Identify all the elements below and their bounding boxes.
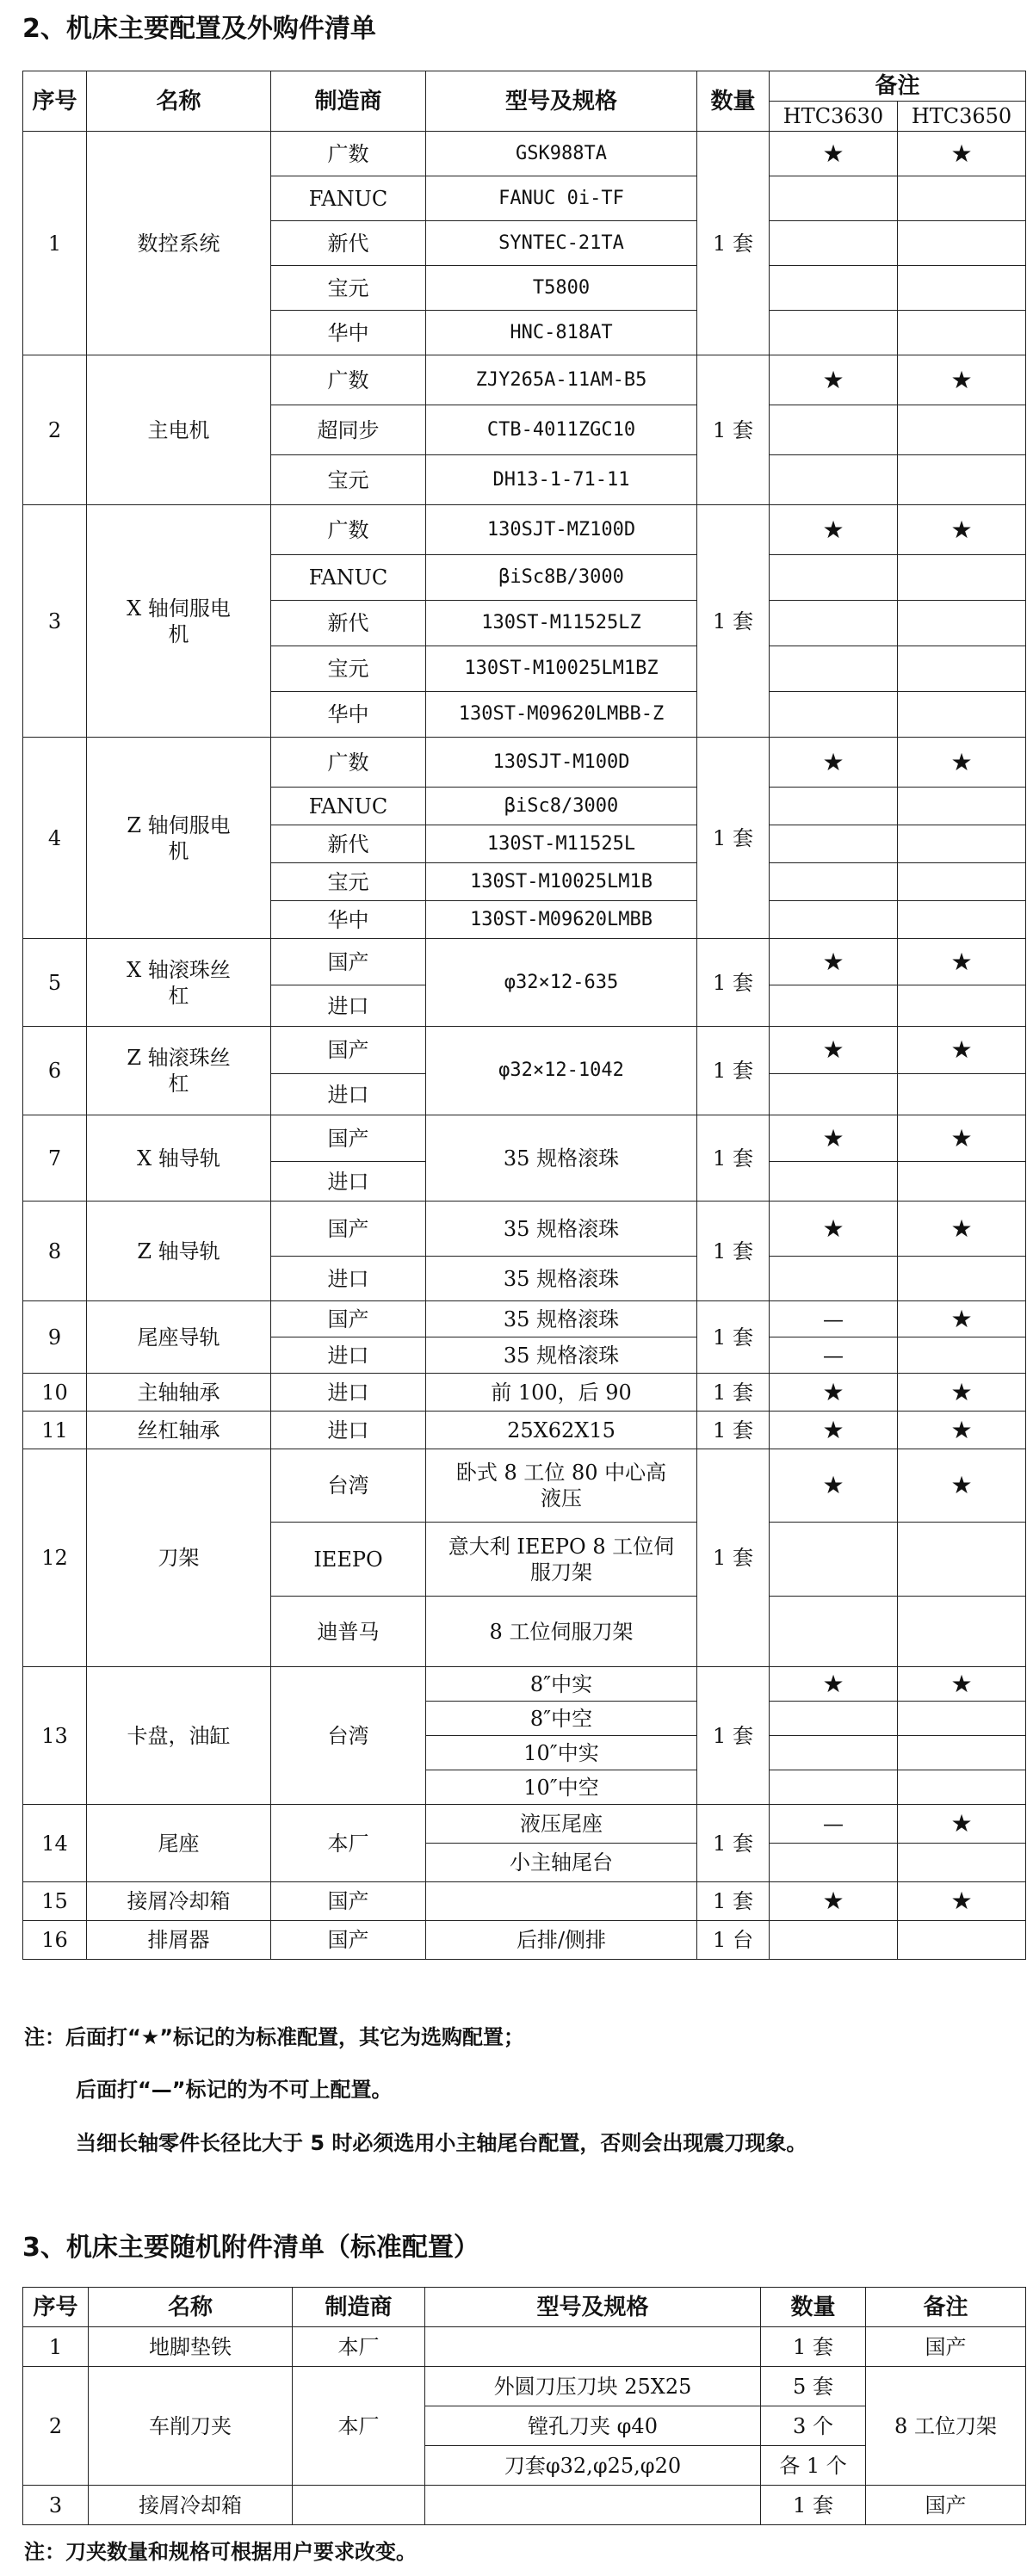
- note-line-1: 注：后面打“★”标记的为标准配置，其它为选购配置；: [24, 2025, 525, 2049]
- maker-cell: 华中: [271, 311, 426, 355]
- model-cell: 10″中实: [426, 1736, 697, 1770]
- maker-cell: 新代: [271, 825, 426, 863]
- remark-cell: [770, 311, 898, 355]
- maker-cell: 宝元: [271, 646, 426, 692]
- remark-cell: [770, 555, 898, 601]
- remark-cell: [898, 1257, 1026, 1301]
- maker-cell: 进口: [271, 985, 426, 1027]
- row2-no: 2: [23, 355, 87, 505]
- maker-cell: 本厂: [271, 1805, 426, 1882]
- remark-cell: [898, 1736, 1026, 1770]
- star-mark: ★: [770, 355, 898, 405]
- remark-cell: [898, 901, 1026, 939]
- model-cell: 35 规格滚珠: [426, 1202, 697, 1257]
- star-mark: ★: [898, 1667, 1026, 1702]
- row3-name: X 轴伺服电机: [87, 505, 271, 738]
- row3-qty: 1 套: [697, 505, 770, 738]
- accessory-table: [22, 2287, 1026, 2525]
- header-maker: 制造商: [271, 71, 426, 132]
- row8-name: Z 轴导轨: [87, 1202, 271, 1301]
- model-cell: 35 规格滚珠: [426, 1257, 697, 1301]
- row8-no: 8: [23, 1202, 87, 1301]
- maker-cell: 华中: [271, 692, 426, 738]
- remark-cell: [898, 455, 1026, 505]
- maker-cell: 国产: [271, 1027, 426, 1074]
- star-mark: ★: [770, 505, 898, 555]
- remark-cell: [898, 1162, 1026, 1202]
- row12-name: 刀架: [87, 1449, 271, 1667]
- remark-cell: [770, 455, 898, 505]
- row6-name: Z 轴滚珠丝杠: [87, 1027, 271, 1115]
- row12-qty: 1 套: [697, 1449, 770, 1667]
- maker-cell: 国产: [271, 1202, 426, 1257]
- maker-cell: FANUC: [271, 788, 426, 825]
- star-mark: ★: [770, 1115, 898, 1162]
- remark-cell: [770, 176, 898, 221]
- acc-row1-remark: 国产: [866, 2327, 1026, 2367]
- remark-cell: [770, 825, 898, 863]
- section3-title: 3、机床主要随机附件清单（标准配置）: [22, 2233, 479, 2263]
- star-mark: ★: [770, 1027, 898, 1074]
- star-mark: ★: [898, 355, 1026, 405]
- row8-qty: 1 套: [697, 1202, 770, 1301]
- row16-name: 排屑器: [87, 1921, 271, 1960]
- remark-cell: [898, 266, 1026, 311]
- dash-mark: —: [770, 1301, 898, 1337]
- remark-cell: [898, 1921, 1026, 1960]
- config-table: [22, 71, 1026, 1960]
- maker-cell: 华中: [271, 901, 426, 939]
- acc-header-model: 型号及规格: [425, 2288, 761, 2327]
- model-cell: βiSc8/3000: [426, 788, 697, 825]
- remark-cell: [770, 1921, 898, 1960]
- star-mark: ★: [898, 1449, 1026, 1523]
- acc-qty-cell: 5 套: [761, 2367, 866, 2406]
- star-mark: ★: [770, 1667, 898, 1702]
- row14-name: 尾座: [87, 1805, 271, 1882]
- acc-header-maker: 制造商: [293, 2288, 425, 2327]
- model-cell: 35 规格滚珠: [426, 1115, 697, 1202]
- acc-model-cell: 外圆刀压刀块 25X25: [425, 2367, 761, 2406]
- row12-no: 12: [23, 1449, 87, 1667]
- acc-model-cell: 刀套φ32,φ25,φ20: [425, 2446, 761, 2486]
- remark-cell: [770, 1736, 898, 1770]
- remark-cell: [898, 601, 1026, 646]
- acc-row3-name: 接屑冷却箱: [89, 2486, 293, 2525]
- remark-cell: [770, 601, 898, 646]
- model-cell: HNC-818AT: [426, 311, 697, 355]
- remark-cell: [770, 1162, 898, 1202]
- header-remark: 备注: [770, 71, 1026, 102]
- model-cell: CTB-4011ZGC10: [426, 405, 697, 455]
- remark-cell: [898, 1074, 1026, 1115]
- model-cell: 25X62X15: [426, 1412, 697, 1449]
- acc-row2-maker: 本厂: [293, 2367, 425, 2486]
- row2-qty: 1 套: [697, 355, 770, 505]
- maker-cell: 新代: [271, 221, 426, 266]
- row9-qty: 1 套: [697, 1301, 770, 1374]
- maker-cell: 广数: [271, 505, 426, 555]
- remark-cell: [898, 692, 1026, 738]
- star-mark: ★: [898, 1115, 1026, 1162]
- acc-row3-maker: [293, 2486, 425, 2525]
- row6-no: 6: [23, 1027, 87, 1115]
- acc-row3-no: 3: [23, 2486, 89, 2525]
- model-cell: FANUC 0i-TF: [426, 176, 697, 221]
- model-cell: SYNTEC-21TA: [426, 221, 697, 266]
- remark-cell: [770, 901, 898, 939]
- star-mark: ★: [898, 1882, 1026, 1921]
- acc-row2-name: 车削刀夹: [89, 2367, 293, 2486]
- acc-row3-remark: 国产: [866, 2486, 1026, 2525]
- maker-cell: 宝元: [271, 863, 426, 901]
- model-cell: 35 规格滚珠: [426, 1337, 697, 1374]
- row16-qty: 1 台: [697, 1921, 770, 1960]
- row5-name: X 轴滚珠丝杠: [87, 939, 271, 1027]
- model-cell: 8″中实: [426, 1667, 697, 1702]
- remark-cell: [898, 311, 1026, 355]
- maker-cell: 国产: [271, 1301, 426, 1337]
- star-mark: ★: [898, 1412, 1026, 1449]
- row16-no: 16: [23, 1921, 87, 1960]
- maker-cell: 台湾: [271, 1667, 426, 1805]
- row3-no: 3: [23, 505, 87, 738]
- acc-row2-no: 2: [23, 2367, 89, 2486]
- model-cell: 小主轴尾台: [426, 1844, 697, 1882]
- model-cell: 液压尾座: [426, 1805, 697, 1844]
- model-cell: 130ST-M11525L: [426, 825, 697, 863]
- row6-qty: 1 套: [697, 1027, 770, 1115]
- model-cell: ZJY265A-11AM-B5: [426, 355, 697, 405]
- star-mark: ★: [770, 132, 898, 176]
- model-cell: 130SJT-M100D: [426, 738, 697, 788]
- row1-name: 数控系统: [87, 132, 271, 355]
- row10-name: 主轴轴承: [87, 1374, 271, 1412]
- star-mark: ★: [898, 1202, 1026, 1257]
- remark-cell: [770, 1597, 898, 1667]
- model-cell: φ32×12-635: [426, 939, 697, 1027]
- star-mark: ★: [898, 738, 1026, 788]
- remark-cell: [770, 863, 898, 901]
- maker-cell: IEEPO: [271, 1523, 426, 1597]
- acc-row1-model: [425, 2327, 761, 2367]
- maker-cell: 宝元: [271, 266, 426, 311]
- row15-qty: 1 套: [697, 1882, 770, 1921]
- remark-cell: [898, 176, 1026, 221]
- acc-qty-cell: 各 1 个: [761, 2446, 866, 2486]
- remark-cell: [898, 788, 1026, 825]
- star-mark: ★: [770, 1374, 898, 1412]
- maker-cell: 进口: [271, 1412, 426, 1449]
- row7-qty: 1 套: [697, 1115, 770, 1202]
- model-cell: 10″中空: [426, 1770, 697, 1805]
- header-htc3630: HTC3630: [770, 102, 898, 132]
- remark-cell: [770, 221, 898, 266]
- acc-row1-qty: 1 套: [761, 2327, 866, 2367]
- remark-cell: [898, 825, 1026, 863]
- model-cell: 后排/侧排: [426, 1921, 697, 1960]
- row7-name: X 轴导轨: [87, 1115, 271, 1202]
- model-cell: φ32×12-1042: [426, 1027, 697, 1115]
- acc-row3-model: [425, 2486, 761, 2525]
- remark-cell: [898, 1844, 1026, 1882]
- maker-cell: FANUC: [271, 555, 426, 601]
- row15-name: 接屑冷却箱: [87, 1882, 271, 1921]
- header-no: 序号: [23, 71, 87, 132]
- acc-header-no: 序号: [23, 2288, 89, 2327]
- maker-cell: 广数: [271, 355, 426, 405]
- model-cell: 35 规格滚珠: [426, 1301, 697, 1337]
- model-cell: 前 100，后 90: [426, 1374, 697, 1412]
- acc-model-cell: 镗孔刀夹 φ40: [425, 2406, 761, 2446]
- maker-cell: 新代: [271, 601, 426, 646]
- star-mark: ★: [770, 1202, 898, 1257]
- maker-cell: FANUC: [271, 176, 426, 221]
- row4-no: 4: [23, 738, 87, 939]
- star-mark: ★: [898, 1805, 1026, 1844]
- maker-cell: 广数: [271, 738, 426, 788]
- star-mark: ★: [898, 132, 1026, 176]
- acc-row1-maker: 本厂: [293, 2327, 425, 2367]
- model-cell: βiSc8B/3000: [426, 555, 697, 601]
- remark-cell: [898, 1597, 1026, 1667]
- header-name: 名称: [87, 71, 271, 132]
- acc-row2-remark: 8 工位刀架: [866, 2367, 1026, 2486]
- remark-cell: [770, 405, 898, 455]
- remark-cell: [770, 646, 898, 692]
- row5-qty: 1 套: [697, 939, 770, 1027]
- star-mark: ★: [898, 505, 1026, 555]
- model-cell: 130SJT-MZ100D: [426, 505, 697, 555]
- model-cell: 8 工位伺服刀架: [426, 1597, 697, 1667]
- acc-qty-cell: 3 个: [761, 2406, 866, 2446]
- row9-no: 9: [23, 1301, 87, 1374]
- remark-cell: [770, 1770, 898, 1805]
- row10-qty: 1 套: [697, 1374, 770, 1412]
- maker-cell: 国产: [271, 1115, 426, 1162]
- acc-header-remark: 备注: [866, 2288, 1026, 2327]
- star-mark: ★: [770, 738, 898, 788]
- row1-no: 1: [23, 132, 87, 355]
- row13-name: 卡盘，油缸: [87, 1667, 271, 1805]
- remark-cell: [898, 1523, 1026, 1597]
- note-line-3: 当细长轴零件长径比大于 5 时必须选用小主轴尾台配置，否则会出现震刀现象。: [76, 2131, 807, 2155]
- remark-cell: [898, 1337, 1026, 1374]
- maker-cell: 宝元: [271, 455, 426, 505]
- header-qty: 数量: [697, 71, 770, 132]
- remark-cell: [770, 1074, 898, 1115]
- acc-header-qty: 数量: [761, 2288, 866, 2327]
- header-model: 型号及规格: [426, 71, 697, 132]
- remark-cell: [770, 1257, 898, 1301]
- remark-cell: [898, 646, 1026, 692]
- row14-qty: 1 套: [697, 1805, 770, 1882]
- maker-cell: 进口: [271, 1074, 426, 1115]
- remark-cell: [770, 788, 898, 825]
- row11-no: 11: [23, 1412, 87, 1449]
- row10-no: 10: [23, 1374, 87, 1412]
- row7-no: 7: [23, 1115, 87, 1202]
- star-mark: ★: [770, 1449, 898, 1523]
- star-mark: ★: [898, 1301, 1026, 1337]
- row11-name: 丝杠轴承: [87, 1412, 271, 1449]
- star-mark: ★: [898, 1374, 1026, 1412]
- maker-cell: 进口: [271, 1257, 426, 1301]
- maker-cell: 国产: [271, 939, 426, 985]
- maker-cell: 迪普马: [271, 1597, 426, 1667]
- star-mark: ★: [770, 939, 898, 985]
- model-cell: 意大利 IEEPO 8 工位伺服刀架: [426, 1523, 697, 1597]
- row15-no: 15: [23, 1882, 87, 1921]
- row2-name: 主电机: [87, 355, 271, 505]
- remark-cell: [770, 1702, 898, 1736]
- maker-cell: 广数: [271, 132, 426, 176]
- section2-title: 2、机床主要配置及外购件清单: [22, 14, 376, 44]
- star-mark: ★: [770, 1882, 898, 1921]
- star-mark: ★: [898, 1027, 1026, 1074]
- remark-cell: [898, 221, 1026, 266]
- row4-qty: 1 套: [697, 738, 770, 939]
- model-cell: 130ST-M09620LMBB-Z: [426, 692, 697, 738]
- remark-cell: [898, 863, 1026, 901]
- remark-cell: [898, 985, 1026, 1027]
- remark-cell: [770, 266, 898, 311]
- header-htc3650: HTC3650: [898, 102, 1026, 132]
- model-cell: 130ST-M09620LMBB: [426, 901, 697, 939]
- model-cell: DH13-1-71-11: [426, 455, 697, 505]
- remark-cell: [770, 1523, 898, 1597]
- remark-cell: [898, 405, 1026, 455]
- remark-cell: [898, 555, 1026, 601]
- remark-cell: [898, 1702, 1026, 1736]
- row5-no: 5: [23, 939, 87, 1027]
- maker-cell: 国产: [271, 1882, 426, 1921]
- maker-cell: 进口: [271, 1374, 426, 1412]
- row13-qty: 1 套: [697, 1667, 770, 1805]
- model-cell: 卧式 8 工位 80 中心高液压: [426, 1449, 697, 1523]
- note-line-2: 后面打“—”标记的为不可上配置。: [76, 2078, 393, 2102]
- model-cell: GSK988TA: [426, 132, 697, 176]
- maker-cell: 超同步: [271, 405, 426, 455]
- row14-no: 14: [23, 1805, 87, 1882]
- row9-name: 尾座导轨: [87, 1301, 271, 1374]
- model-cell: 130ST-M11525LZ: [426, 601, 697, 646]
- remark-cell: [770, 985, 898, 1027]
- acc-header-name: 名称: [89, 2288, 293, 2327]
- remark-cell: [770, 1844, 898, 1882]
- model-cell: [426, 1882, 697, 1921]
- acc-row1-no: 1: [23, 2327, 89, 2367]
- acc-row1-name: 地脚垫铁: [89, 2327, 293, 2367]
- star-mark: ★: [770, 1412, 898, 1449]
- row11-qty: 1 套: [697, 1412, 770, 1449]
- model-cell: 8″中空: [426, 1702, 697, 1736]
- acc-note: 注：刀夹数量和规格可根据用户要求改变。: [24, 2540, 417, 2564]
- maker-cell: 台湾: [271, 1449, 426, 1523]
- maker-cell: 进口: [271, 1337, 426, 1374]
- maker-cell: 国产: [271, 1921, 426, 1960]
- model-cell: T5800: [426, 266, 697, 311]
- maker-cell: 进口: [271, 1162, 426, 1202]
- acc-row3-qty: 1 套: [761, 2486, 866, 2525]
- row13-no: 13: [23, 1667, 87, 1805]
- dash-mark: —: [770, 1337, 898, 1374]
- remark-cell: [898, 1770, 1026, 1805]
- star-mark: ★: [898, 939, 1026, 985]
- remark-cell: [770, 692, 898, 738]
- model-cell: 130ST-M10025LM1B: [426, 863, 697, 901]
- row1-qty: 1 套: [697, 132, 770, 355]
- dash-mark: —: [770, 1805, 898, 1844]
- model-cell: 130ST-M10025LM1BZ: [426, 646, 697, 692]
- row4-name: Z 轴伺服电机: [87, 738, 271, 939]
